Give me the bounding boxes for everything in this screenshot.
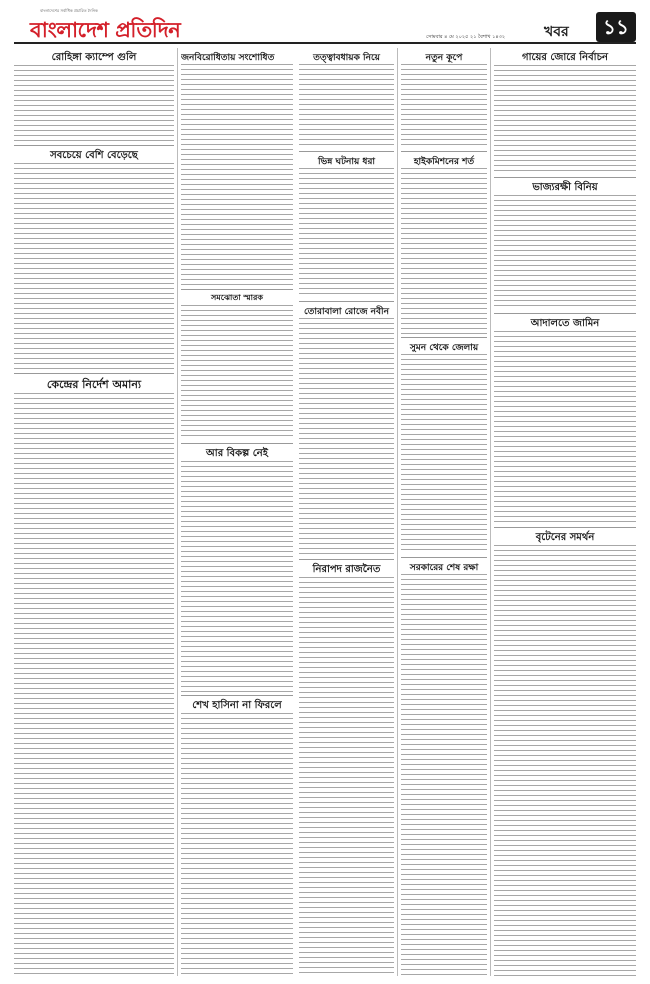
headline: সমঝোতা স্মারক [211,292,263,302]
divider [14,373,174,374]
headline: তোরাবালা রোজে নবীন [304,307,389,317]
article-body [401,574,487,976]
headline: হাইকমিশনের শর্ত [413,157,475,167]
article-hedayet [401,154,487,334]
article-voggyo [494,180,636,310]
article-tottho [299,50,394,148]
newspaper-logo: বাংলাদেশ প্রতিদিন [30,17,181,42]
article-toraabala [299,304,394,556]
divider [299,151,394,152]
headline: সবচেয়ে বেশি বেড়েছে [50,150,138,161]
headline: ভিন্ন ঘটনায় ধরা [317,157,376,167]
article-adalote [494,316,636,524]
divider [401,557,487,558]
article-kendroy [14,376,174,976]
headline: গায়ের জোরে নির্বাচন [522,52,608,63]
headline: জনবিরোধিতায় সংশোধিত [181,53,275,63]
page-number: ১১ [596,12,636,42]
masthead-rule [14,42,636,44]
article-biteyon [494,530,636,976]
article-vinno-ghotona [299,154,394,298]
headline: নতুন কূপে [425,53,463,63]
column-rule [177,48,178,976]
article-body [299,318,394,556]
headline: বৃটেনের সমর্থন [535,532,595,543]
article-body [494,65,636,174]
divider [181,695,293,696]
headline: আদালতে জামিন [530,318,600,329]
article-body [181,64,293,286]
article-body [14,393,174,976]
article-body [181,305,293,440]
headline: তত্ত্বাবধায়ক নিয়ে [313,53,380,63]
article-body [14,163,174,370]
divider [299,559,394,560]
divider [181,443,293,444]
headline: সুমন থেকে জেলায় [409,343,479,353]
headline: নিরাপদ রাজনৈত [312,564,381,575]
divider [494,177,636,178]
divider [401,151,487,152]
article-sujan [401,340,487,554]
article-body [494,331,636,524]
article-body [299,168,394,298]
article-gayer-jore [494,50,636,174]
article-anyo-bikolpo [181,446,293,692]
article-shobcheye [14,148,174,370]
article-sheikh-hasina [181,698,293,976]
article-body [14,65,174,142]
divider [14,145,174,146]
article-body [401,354,487,554]
divider [299,301,394,302]
article-body [401,64,487,148]
divider [181,289,293,290]
article-shomjhota [181,292,293,440]
article-notun-kupe [401,50,487,148]
article-body [299,64,394,148]
headline: সরকারের শেষ রক্ষা [409,563,479,573]
article-body [401,168,487,334]
headline: আর বিকল্প নেই [206,448,268,459]
article-nirapotta [299,562,394,976]
article-sarkarer [401,560,487,976]
divider [401,337,487,338]
headline: রোহিঙ্গা ক্যাম্পে গুলি [51,52,137,63]
issue-date: সোমবার ৪ মে ২০২৫ ২১ বৈশাখ ১৪৩২ [426,34,506,40]
divider [494,527,636,528]
article-body [494,195,636,310]
column-rule [397,48,398,976]
headline: শেখ হাসিনা না ফিরলে [192,700,282,711]
column-rule [490,48,491,976]
masthead [14,8,636,46]
masthead-tagline: বাংলাদেশের সর্বাধিক প্রচারিত দৈনিক [40,8,98,13]
headline: ভাজ্যরক্ষী বিনিয় [532,182,598,193]
article-body [181,461,293,692]
headline: কেন্দ্রের নির্দেশ অমান্য [46,378,142,391]
article-rohingya [14,50,174,142]
article-jonobirodhitay [181,50,293,286]
article-body [299,577,394,976]
article-body [181,713,293,976]
divider [494,313,636,314]
article-body [494,545,636,976]
section-title: খবর [544,24,569,40]
